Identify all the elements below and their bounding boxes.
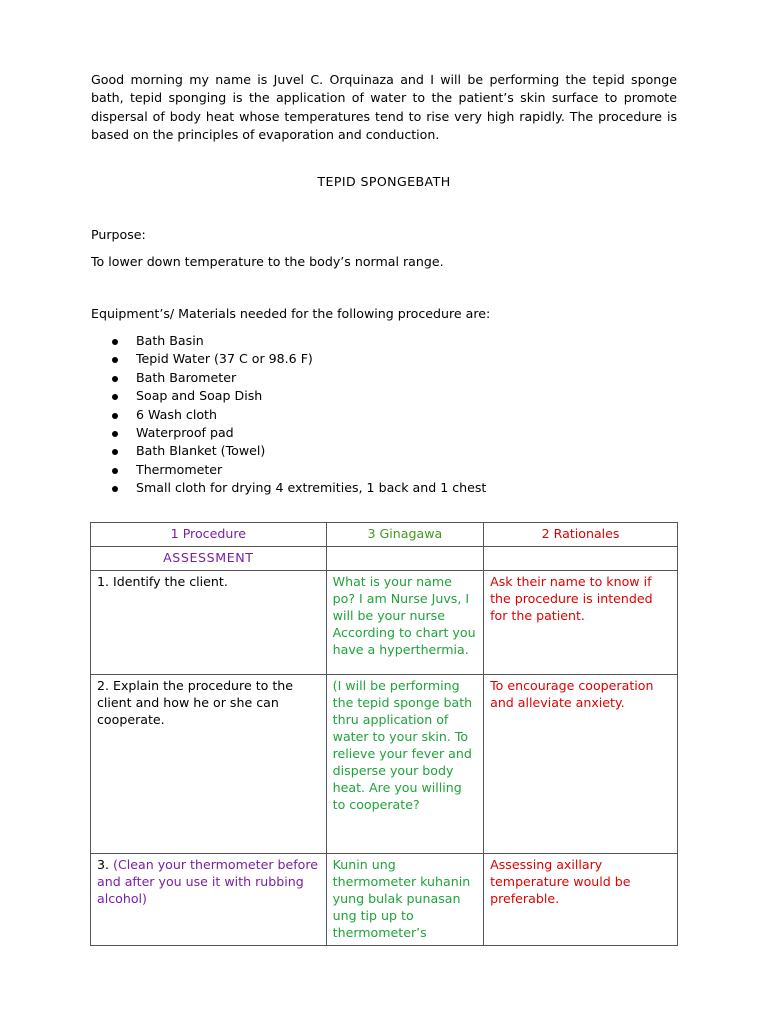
section-empty-cell bbox=[326, 547, 483, 571]
purpose-text: To lower down temperature to the body’s normal range. bbox=[91, 254, 444, 269]
section-assessment: ASSESSMENT bbox=[91, 547, 327, 571]
procedure-number: 3. bbox=[97, 857, 110, 872]
ginagawa-cell: (I will be performing the tepid sponge bath thru application of water to your skin. To relieve your fever and disperse your body heat. Are you willing to cooperate? bbox=[326, 675, 483, 854]
equipment-list bbox=[91, 332, 486, 498]
table-row bbox=[91, 571, 678, 675]
procedure-cell bbox=[91, 854, 327, 946]
equipment-item: Thermometer bbox=[91, 461, 486, 479]
header-procedure: 1 Procedure bbox=[91, 523, 327, 547]
procedure-cell: 1. Identify the client. bbox=[91, 571, 327, 675]
ginagawa-cell: What is your name po? I am Nurse Juvs, I will be your nurse According to chart you have a hyperthermia. bbox=[326, 571, 483, 675]
procedure-text: (Clean your thermometer before and after you use it with rubbing alcohol) bbox=[97, 857, 319, 906]
intro-paragraph: Good morning my name is Juvel C. Orquinaza and I will be performing the tepid sponge bath, tepid sponging is the application of water to the patient’s skin surface to promote dispersal of body heat whose temperatures tend to rise very high rapidly. The procedure is based on the principles of evaporation and conduction. bbox=[91, 72, 677, 142]
header-rationales: 2 Rationales bbox=[484, 523, 678, 547]
rationale-cell: Ask their name to know if the procedure is intended for the patient. bbox=[484, 571, 678, 675]
document-title: TEPID SPONGEBATH bbox=[317, 174, 451, 189]
table-row bbox=[91, 854, 678, 946]
rationale-cell: To encourage cooperation and alleviate anxiety. bbox=[484, 675, 678, 854]
equipment-item: Bath Basin bbox=[91, 332, 486, 350]
equipment-item: Waterproof pad bbox=[91, 424, 486, 442]
equipment-item: Bath Barometer bbox=[91, 369, 486, 387]
procedure-table bbox=[90, 522, 678, 946]
ginagawa-cell: Kunin ung thermometer kuhanin yung bulak punasan ung tip up to thermometer’s bbox=[326, 854, 483, 946]
table-row bbox=[91, 675, 678, 854]
rationale-cell: Assessing axillary temperature would be preferable. bbox=[484, 854, 678, 946]
table-header-row bbox=[91, 523, 678, 547]
purpose-label: Purpose: bbox=[91, 227, 146, 242]
equipment-item: Tepid Water (37 C or 98.6 F) bbox=[91, 350, 486, 368]
equipment-heading: Equipment’s/ Materials needed for the following procedure are: bbox=[91, 306, 491, 321]
equipment-item: Soap and Soap Dish bbox=[91, 387, 486, 405]
equipment-item: Bath Blanket (Towel) bbox=[91, 442, 486, 460]
section-empty-cell bbox=[484, 547, 678, 571]
equipment-item: 6 Wash cloth bbox=[91, 406, 486, 424]
equipment-item: Small cloth for drying 4 extremities, 1 back and 1 chest bbox=[91, 479, 486, 497]
header-ginagawa: 3 Ginagawa bbox=[326, 523, 483, 547]
section-row bbox=[91, 547, 678, 571]
procedure-cell: 2. Explain the procedure to the client and how he or she can cooperate. bbox=[91, 675, 327, 854]
